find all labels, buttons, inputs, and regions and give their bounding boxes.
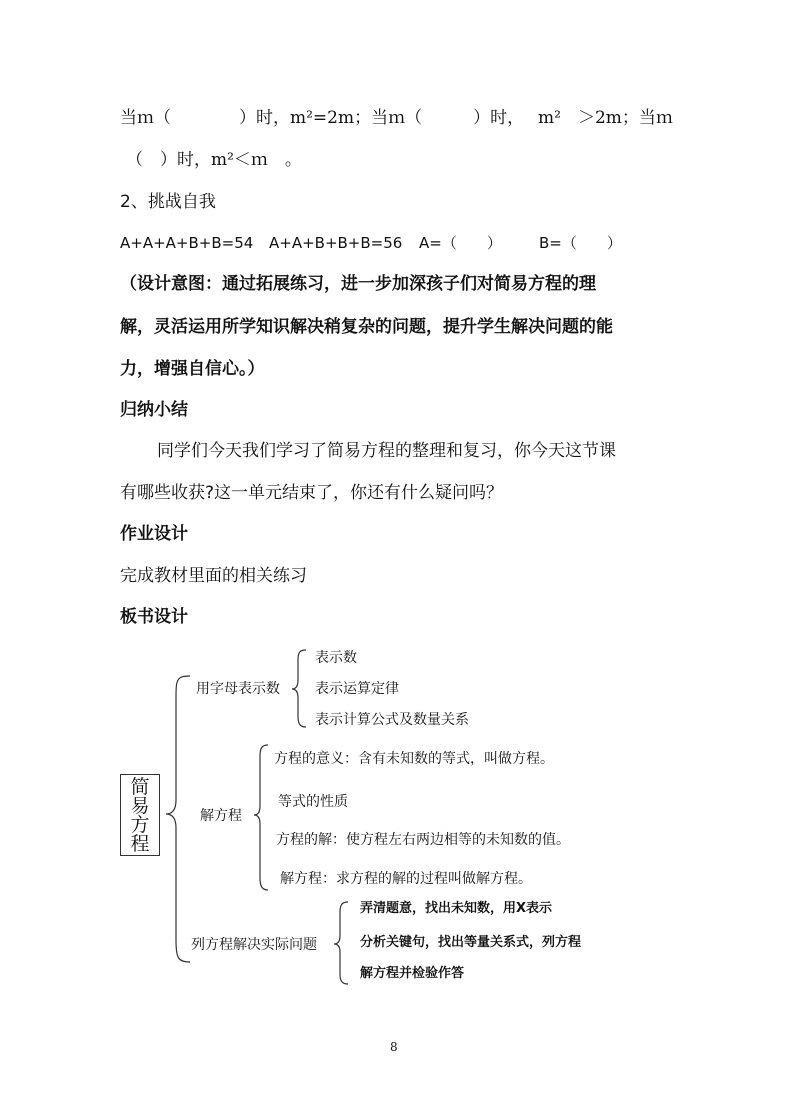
summary-heading: 归纳小结 [120, 400, 188, 420]
branch-1-item: 表示运算定律 [315, 681, 399, 697]
homework-heading: 作业设计 [120, 524, 188, 544]
challenge-eq-2: A+A+B+B+B=56 [269, 234, 403, 252]
board-heading: 板书设计 [120, 607, 188, 627]
summary-line-2: 有哪些收获?这一单元结束了，你还有什么疑问吗？ [120, 483, 504, 503]
page-number: 8 [390, 1040, 398, 1054]
branch-1-item: 表示计算公式及数量关系 [315, 712, 469, 728]
design-intent-line-1: （设计意图：通过拓展练习，进一步加深孩子们对简易方程的理 [120, 274, 596, 294]
branch-1-label: 用字母表示数 [196, 681, 280, 697]
board-title-char: 程 [130, 833, 150, 855]
design-intent-line-3: 力，增强自信心。） [120, 359, 265, 379]
board-title-char: 方 [130, 814, 150, 836]
branch-3-item: 分析关键句，找出等量关系式，列方程 [360, 935, 582, 950]
branch-2-item: 方程的解：使方程左右两边相等的未知数的值。 [276, 832, 570, 848]
challenge-answer-b: B=（ ） [539, 234, 622, 252]
board-title-box [120, 774, 160, 856]
design-intent-line-2: 解，灵活运用所学知识解决稍复杂的问题，提升学生解决问题的能 [120, 317, 613, 337]
homework-text: 完成教材里面的相关练习 [120, 566, 307, 586]
branch-2-label: 解方程 [200, 808, 242, 824]
branch-1-item: 表示数 [315, 650, 357, 666]
text-line-2: （ ）时，m²＜ｍ 。 [126, 150, 302, 170]
text-line-1: 当ｍ（ ）时，m²=2m；当ｍ（ ）时， m² ＞2m；当ｍ [120, 108, 673, 128]
branch-2-item: 方程的意义：含有未知数的等式，叫做方程。 [274, 751, 554, 767]
branch-3-item: 弄清题意，找出未知数，用X表示 [360, 901, 553, 916]
branch-3-item: 解方程并检验作答 [360, 966, 465, 981]
summary-line-1: 同学们今天我们学习了简易方程的整理和复习，你今天这节课 [157, 441, 616, 461]
branch-2-item: 解方程：求方程的解的过程叫做解方程。 [280, 871, 532, 887]
branch-3-label: 列方程解决实际问题 [191, 937, 317, 953]
branch-2-item: 等式的性质 [278, 794, 348, 810]
challenge-title: 2、挑战自我 [120, 192, 216, 212]
board-title-char: 简 [130, 776, 150, 798]
challenge-answer-a: A=（ ） [419, 234, 502, 252]
challenge-eq-1: A+A+A+B+B=54 [120, 234, 254, 252]
board-title-char: 易 [130, 795, 150, 817]
